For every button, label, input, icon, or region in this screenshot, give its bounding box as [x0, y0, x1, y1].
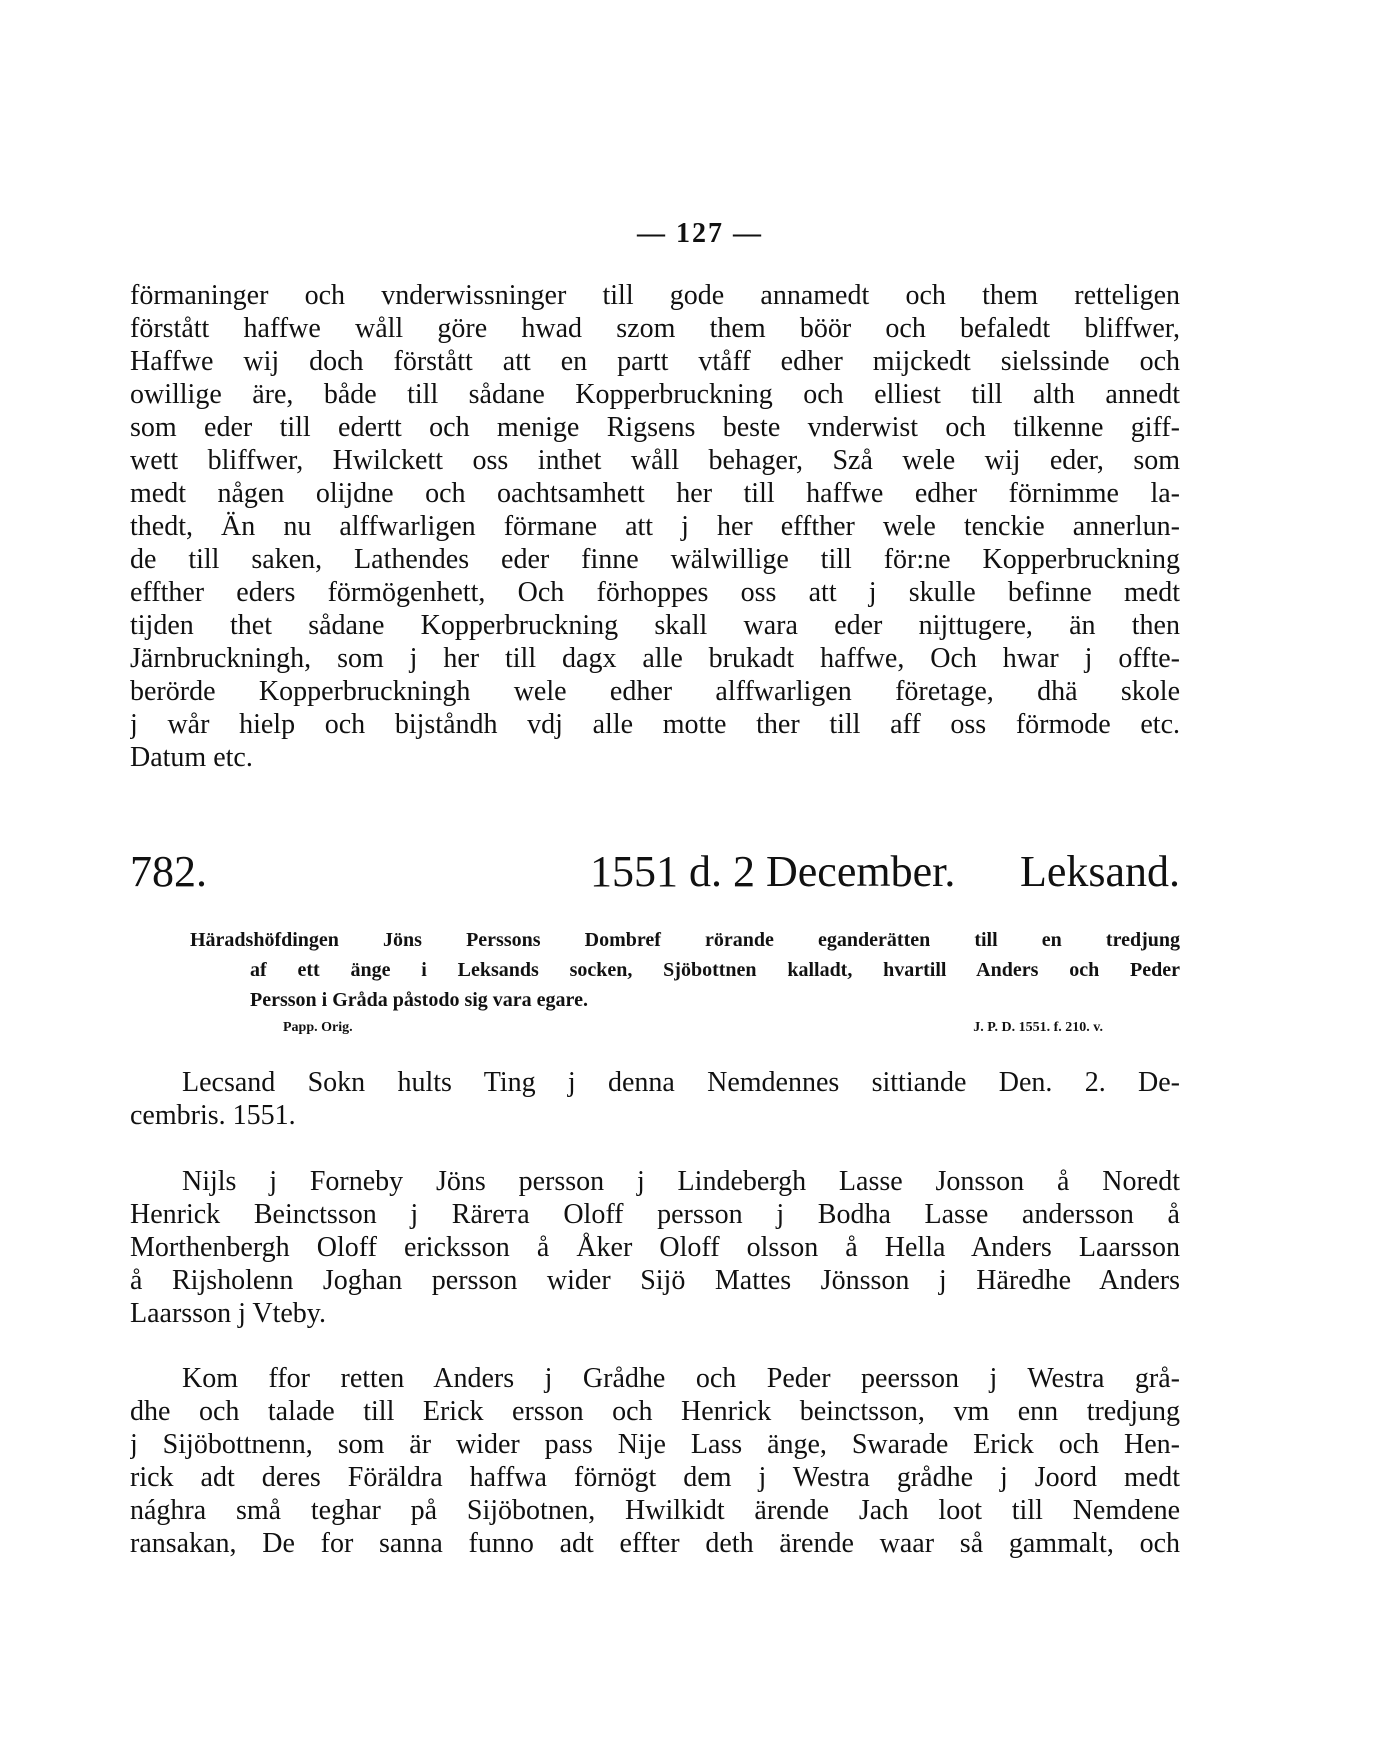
text-line: wett bliffwer, Hwilckett oss inthet wåll behager, Szå wele wij eder, som	[130, 445, 1180, 476]
summary-line: af ett änge i Leksands socken, Sjöbottnen kalladt, hvartill Anders och Peder	[250, 959, 1180, 981]
text-line: Morthenbergh Oloff ericksson å Åker Oloff olsson å Hella Anders Laarsson	[130, 1232, 1180, 1263]
text-line: j wår hielp och bijståndh vdj alle motte ther till aff oss förmode etc.	[130, 709, 1180, 740]
text-line: Haffwe wij doch förstått att en partt vtåff edher mijckedt sielssinde och	[130, 346, 1180, 377]
page-number: — 127 —	[637, 218, 763, 249]
text-line: Nijls j Forneby Jöns persson j Lindebergh Lasse Jonsson å Noredt	[182, 1166, 1180, 1197]
text-line: tijden thet sådane Kopperbruckning skall wara eder nijttugere, än then	[130, 610, 1180, 641]
entry-date: 1551 d. 2 December.	[590, 847, 956, 896]
text-line: Lecsand Sokn hults Ting j denna Nemdennes sittiande Den. 2. De-	[182, 1067, 1180, 1098]
text-line: förstått haffwe wåll göre hwad szom them böör och befaledt bliffwer,	[130, 313, 1180, 344]
text-line: nághra små teghar på Sijöbotnen, Hwilkidt ärende Jach loot till Nemdene	[130, 1495, 1180, 1526]
entry-heading	[130, 846, 1180, 896]
source-citation: J. P. D. 1551. f. 210. v.	[973, 1020, 1103, 1035]
text-line: förmaninger och vnderwissninger till gode annamedt och them retteligen	[130, 280, 1180, 311]
text-line: effther eders förmögenhett, Och förhoppes oss att j skulle befinne medt	[130, 577, 1180, 608]
text-line: rick adt deres Föräldra haffwa förnögt dem j Westra grådhe j Joord medt	[130, 1462, 1180, 1493]
text-line: Kom ffor retten Anders j Grådhe och Peder peersson j Westra grå-	[182, 1363, 1180, 1394]
entry-number: 782.	[130, 847, 207, 896]
text-line: Datum etc.	[130, 742, 253, 773]
entry-summary	[190, 925, 1180, 1015]
text-line: owillige äre, både till sådane Kopperbruckning och elliest till alth annedt	[130, 379, 1180, 410]
text-line: thedt, Än nu alffwarligen förmane att j her effther wele tenckie annerlun-	[130, 511, 1180, 542]
text-line: å Rijsholenn Joghan persson wider Sijö Mattes Jönsson j Häredhe Anders	[130, 1265, 1180, 1296]
text-line: berörde Kopperbruckningh wele edher alffwarligen företage, dhä skole	[130, 676, 1180, 707]
entry-place: Leksand.	[1019, 847, 1180, 896]
text-line: Henrick Beinctsson j Rärета Oloff persson j Bodha Lasse andersson å	[130, 1199, 1180, 1230]
text-line: Laarsson j Vteby.	[130, 1298, 326, 1329]
text-line: cembris. 1551.	[130, 1100, 296, 1131]
paragraph-3	[130, 1165, 1180, 1330]
text-line: Järnbruckningh, som j her till dagx alle brukadt haffwe, Och hwar j offte-	[130, 643, 1180, 674]
source-original: Papp. Orig.	[283, 1020, 353, 1035]
summary-line: Persson i Gråda påstodo sig vara egare.	[250, 989, 588, 1011]
paragraph-1	[130, 279, 1180, 774]
text-line: som eder till edertt och menige Rigsens beste vnderwist och tilkenne giff-	[130, 412, 1180, 443]
paragraph-2	[130, 1066, 1180, 1132]
text-line: ransakan, De for sanna funno adt effter deth ärende waar så gammalt, och	[130, 1528, 1180, 1559]
text-line: dhe och talade till Erick ersson och Henrick beinctsson, vm enn tredjung	[130, 1396, 1180, 1427]
text-line: de till saken, Lathendes eder finne wälwillige till för:ne Kopperbruckning	[130, 544, 1180, 575]
paragraph-4	[130, 1362, 1180, 1560]
text-line: medt någen olijdne och oachtsamhett her till haffwe edher förnimme la-	[130, 478, 1180, 509]
summary-line: Häradshöfdingen Jöns Perssons Dombref rörande eganderätten till en tredjung	[190, 929, 1180, 951]
text-line: j Sijöbottnenn, som är wider pass Nije Lass änge, Swarade Erick och Hen-	[130, 1429, 1180, 1460]
